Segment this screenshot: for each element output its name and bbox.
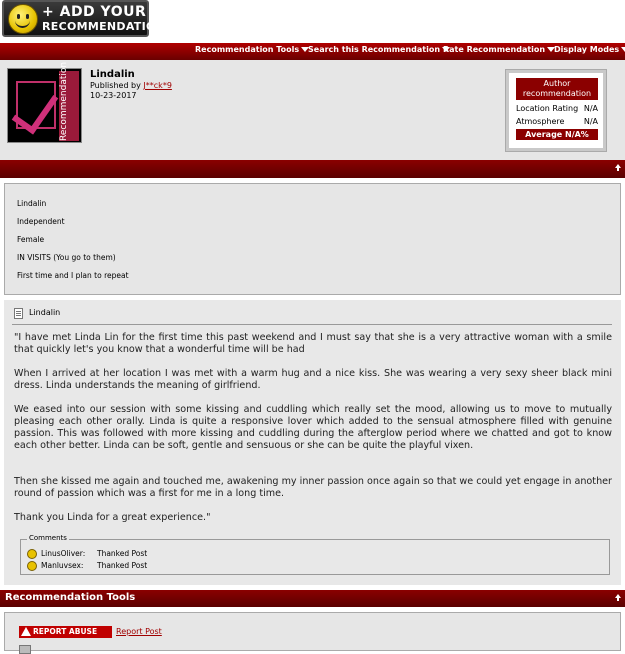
comments-box	[20, 534, 610, 575]
menu-recommendation-tools[interactable]: Recommendation Tools	[195, 45, 309, 54]
post-date: 10-23-2017	[90, 91, 137, 100]
top-bar	[0, 0, 625, 43]
up-arrow-icon[interactable]	[615, 164, 621, 168]
add-button-line1: + ADD YOUR	[42, 4, 147, 20]
comment-action: Thanked Post	[97, 549, 148, 558]
paragraph-2: When I arrived at her location I was met with a warm hug and a nice kiss. She was wearing a very sexy sheer black mini dress. Linda understands the meaning of girlfriend.	[14, 368, 612, 391]
menu-display-modes[interactable]: Display Modes	[554, 45, 625, 54]
section-divider-bar	[0, 160, 625, 178]
tools-bar-title: Recommendation Tools	[5, 592, 136, 603]
recommendation-tools-bar	[0, 590, 625, 607]
rating-box	[505, 69, 607, 152]
smiley-icon	[27, 549, 37, 559]
recommendation-title: Lindalin	[90, 69, 135, 80]
paragraph-1: "I have met Linda Lin for the first time this past weekend and I must say that she is a very attractive woman with a smile that quickly let's you know that a wonderful time will be had	[14, 332, 612, 355]
body-title: Lindalin	[29, 308, 61, 317]
comment-user: Manluvsex:	[41, 561, 84, 570]
author-link[interactable]: J**ck*9	[143, 81, 172, 90]
menu-bar	[0, 43, 625, 60]
comment-user: LinusOliver:	[41, 549, 86, 558]
location-rating-row: Location Rating N/A	[516, 104, 598, 113]
add-button-line2: RECOMMENDATION	[42, 20, 166, 33]
smiley-icon	[27, 561, 37, 571]
detail-repeat: First time and I plan to repeat	[17, 271, 129, 280]
menu-search-recommendation[interactable]: Search this Recommendation	[308, 45, 450, 54]
average-rating: Average N/A%	[516, 129, 598, 140]
dropdown-arrow-icon	[621, 47, 625, 52]
detail-name: Lindalin	[17, 199, 47, 208]
paragraph-4: Then she kissed me again and touched me, awakening my inner passion once again so that we could yet engage in another round of passion which was a first for me in a long time.	[14, 476, 612, 499]
comments-label: Comments	[29, 534, 67, 542]
recommendation-body	[4, 300, 621, 585]
published-by: Published by J**ck*9	[90, 81, 172, 90]
add-recommendation-button[interactable]	[2, 0, 166, 37]
recommendation-logo	[7, 61, 82, 143]
detail-gender: Female	[17, 235, 45, 244]
report-post-link[interactable]: Report Post	[116, 627, 162, 636]
smiley-icon	[8, 4, 38, 34]
document-icon	[14, 308, 23, 319]
paragraph-3: We eased into our session with some kissing and cuddling which really set the mood, allowing us to move to mutually pleasing each other orally. Linda is quite a responsive lover which added to the sensual atmosphere filled with genuine passion. This was followed with more kissing and cuddling during the afterglow period where we chatted and got to know each other better. Linda can be soft, gentle and sensuous or she can be quite the playful vixen.	[14, 404, 612, 451]
printer-icon[interactable]	[19, 645, 31, 654]
paragraph-5: Thank you Linda for a great experience."	[14, 512, 211, 523]
comment-action: Thanked Post	[97, 561, 148, 570]
details-panel	[4, 183, 621, 295]
logo-text: Recommendation	[59, 71, 79, 141]
tools-panel	[4, 612, 621, 651]
menu-rate-recommendation[interactable]: Rate Recommendation	[443, 45, 555, 54]
detail-type: Independent	[17, 217, 65, 226]
author-recommendation-label: Author recommendation	[516, 78, 598, 100]
divider	[12, 324, 612, 325]
detail-visit-type: IN VISITS (You go to them)	[17, 253, 116, 262]
report-abuse-button[interactable]: REPORT ABUSE	[19, 626, 112, 638]
up-arrow-icon[interactable]	[615, 594, 621, 598]
warning-icon	[21, 627, 31, 636]
atmosphere-row: Atmosphere N/A	[516, 117, 598, 126]
